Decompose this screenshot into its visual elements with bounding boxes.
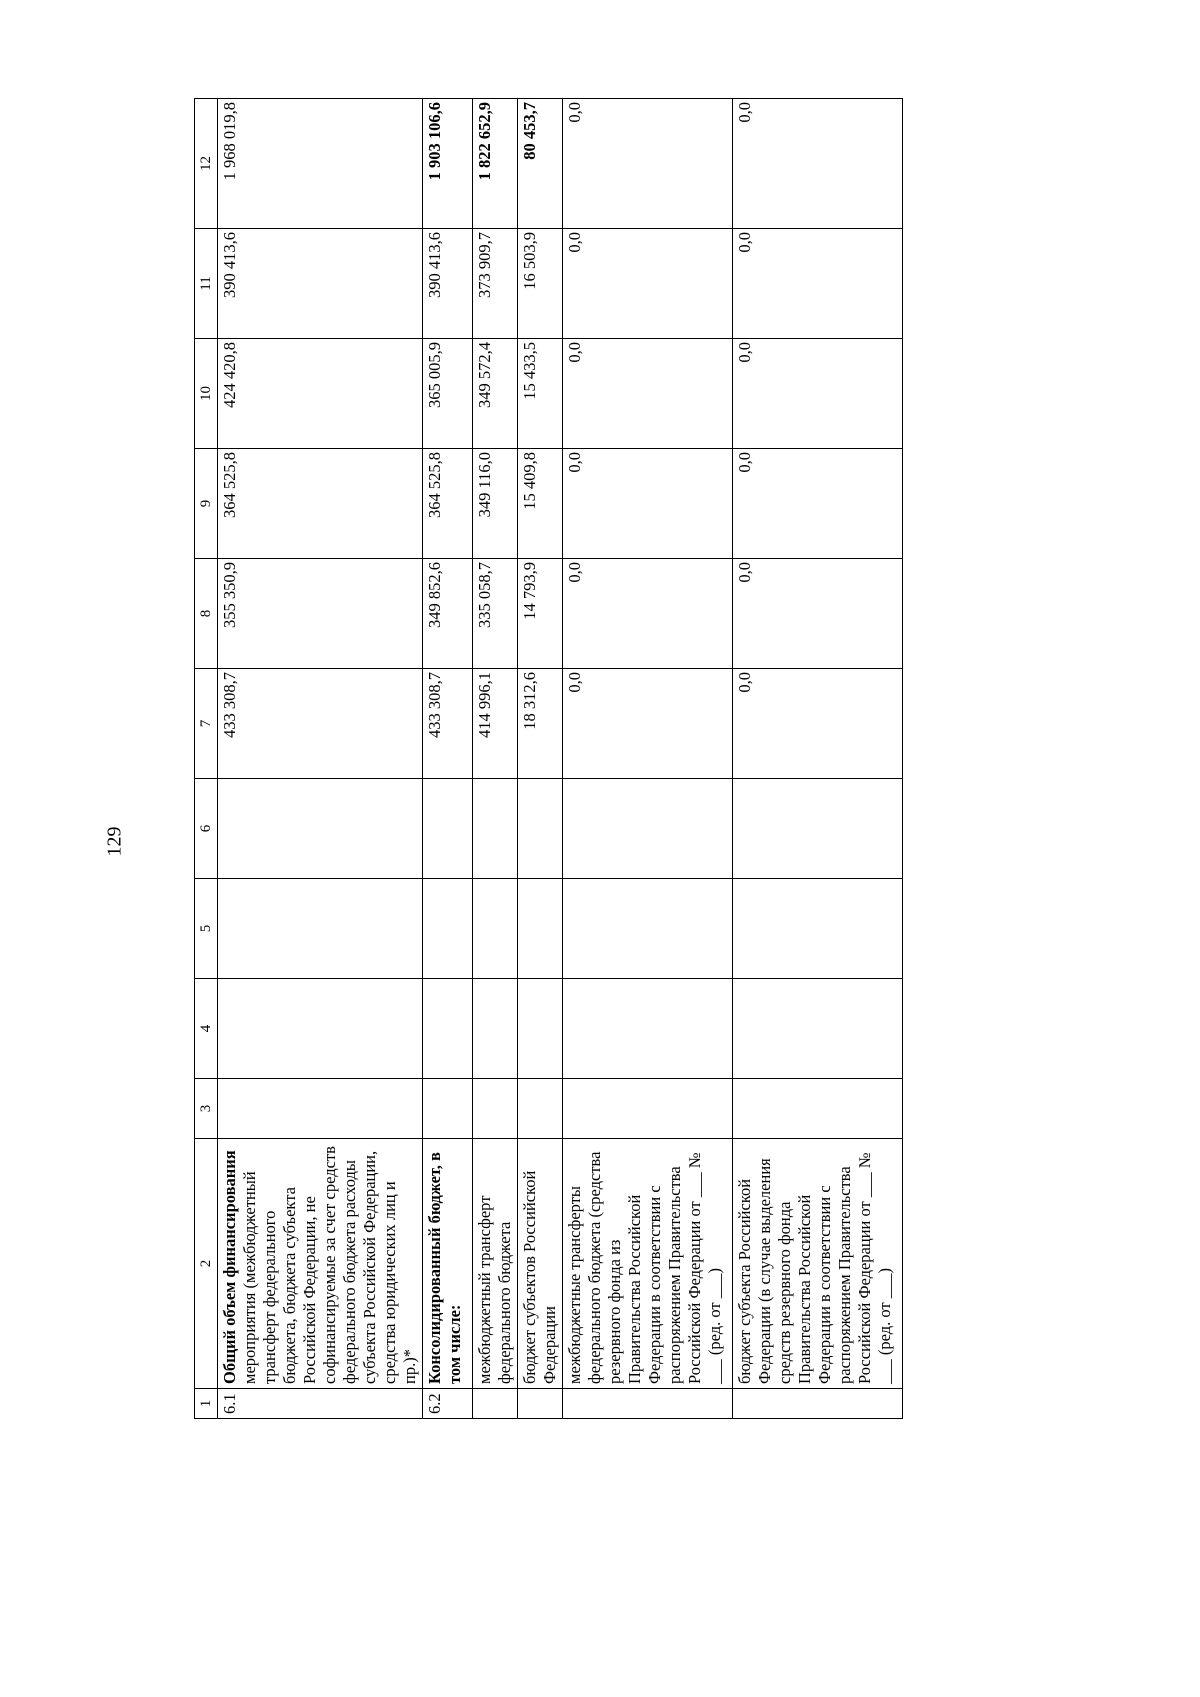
row-id: 6.1 [218,1389,423,1419]
empty-cell [473,779,518,879]
year-value: 15 409,8 [518,449,563,559]
year-value: 0,0 [563,559,733,669]
year-value: 0,0 [733,229,903,339]
empty-cell [518,779,563,879]
year-value: 0,0 [563,339,733,449]
empty-cell [563,1079,733,1139]
empty-cell [733,779,903,879]
header-cell: 6 [195,779,218,879]
table-row [563,99,733,1419]
header-cell: 10 [195,339,218,449]
header-cell: 5 [195,879,218,979]
year-value: 349 572,4 [473,339,518,449]
year-value: 433 308,7 [218,669,423,779]
description-text: межбюджетные трансферты федерального бюджета (средства резервного фонда из Правительства Российской Федерации в соответствии с распоряжением Правительства Российской Федерации от ___ № ___ (ред. от ___) [565,1151,724,1384]
description-text: бюджет субъектов Российской Федерации [520,1170,559,1384]
year-value: 335 058,7 [473,559,518,669]
header-cell: 2 [195,1139,218,1389]
year-value: 414 996,1 [473,669,518,779]
total-value: 1 968 019,8 [218,99,423,229]
empty-cell [518,879,563,979]
empty-cell [733,879,903,979]
year-value: 365 005,9 [423,339,473,449]
empty-cell [218,979,423,1079]
row-id [733,1389,903,1419]
row-description [423,1139,473,1389]
header-cell: 1 [195,1389,218,1419]
table-row [423,99,473,1419]
table-row [473,99,518,1419]
empty-cell [563,779,733,879]
year-value: 0,0 [733,669,903,779]
year-value: 373 909,7 [473,229,518,339]
table-row [733,99,903,1419]
year-value: 364 525,8 [218,449,423,559]
year-value: 0,0 [563,669,733,779]
year-value: 355 350,9 [218,559,423,669]
year-value: 15 433,5 [518,339,563,449]
row-id [563,1389,733,1419]
year-value: 424 420,8 [218,339,423,449]
year-value: 18 312,6 [518,669,563,779]
year-value: 14 793,9 [518,559,563,669]
header-cell: 3 [195,1079,218,1139]
year-value: 349 852,6 [423,559,473,669]
empty-cell [518,1079,563,1139]
header-row [195,99,218,1419]
header-cell: 4 [195,979,218,1079]
page-number: 129 [103,826,126,857]
empty-cell [218,1079,423,1139]
empty-cell [423,979,473,1079]
row-description [218,1139,423,1389]
row-description [518,1139,563,1389]
empty-cell [733,979,903,1079]
year-value: 364 525,8 [423,449,473,559]
header-cell: 7 [195,669,218,779]
year-value: 0,0 [563,229,733,339]
total-value: 1 822 652,9 [473,99,518,229]
year-value: 390 413,6 [218,229,423,339]
header-cell: 11 [195,229,218,339]
row-id [473,1389,518,1419]
total-value: 80 453,7 [518,99,563,229]
row-description [473,1139,518,1389]
empty-cell [218,879,423,979]
financing-table [194,98,903,1419]
empty-cell [423,779,473,879]
description-text: межбюджетный трансферт федерального бюджета [475,1195,514,1384]
empty-cell [218,779,423,879]
description-text: бюджет субъекта Российской Федерации (в случае выделения средств резервного фонда Правительства Российской Федерации в соответствии с распоряжением Правительства Российской Федерации от ___ № ___ (ред. от ___) [735,1152,894,1384]
total-value: 1 903 106,6 [423,99,473,229]
empty-cell [423,1079,473,1139]
year-value: 390 413,6 [423,229,473,339]
year-value: 0,0 [563,449,733,559]
header-cell: 12 [195,99,218,229]
row-id: 6.2 [423,1389,473,1419]
description-bold: Консолидированный бюджет, в том числе: [425,1152,464,1384]
empty-cell [733,1079,903,1139]
total-value: 0,0 [563,99,733,229]
table-row [518,99,563,1419]
row-id [518,1389,563,1419]
empty-cell [473,879,518,979]
total-value: 0,0 [733,99,903,229]
header-cell: 8 [195,559,218,669]
year-value: 433 308,7 [423,669,473,779]
table-row [218,99,423,1419]
empty-cell [423,879,473,979]
empty-cell [563,879,733,979]
empty-cell [473,979,518,1079]
year-value: 0,0 [733,339,903,449]
year-value: 0,0 [733,449,903,559]
empty-cell [563,979,733,1079]
rotated-table-wrapper [194,99,1034,1419]
header-cell: 9 [195,449,218,559]
description-text: мероприятия (межбюджетный трансферт федерального бюджета, бюджета субъекта Российской Федерации, не софинансируемые за счет средств федерального бюджета расходы субъекта Российской Федерации, средства юридических лиц и пр.)* [240,1146,419,1384]
empty-cell [473,1079,518,1139]
empty-cell [518,979,563,1079]
row-description [733,1139,903,1389]
description-bold: Общий объем финансирования [220,1150,239,1384]
table-body [195,99,903,1419]
year-value: 16 503,9 [518,229,563,339]
year-value: 349 116,0 [473,449,518,559]
year-value: 0,0 [733,559,903,669]
row-description [563,1139,733,1389]
